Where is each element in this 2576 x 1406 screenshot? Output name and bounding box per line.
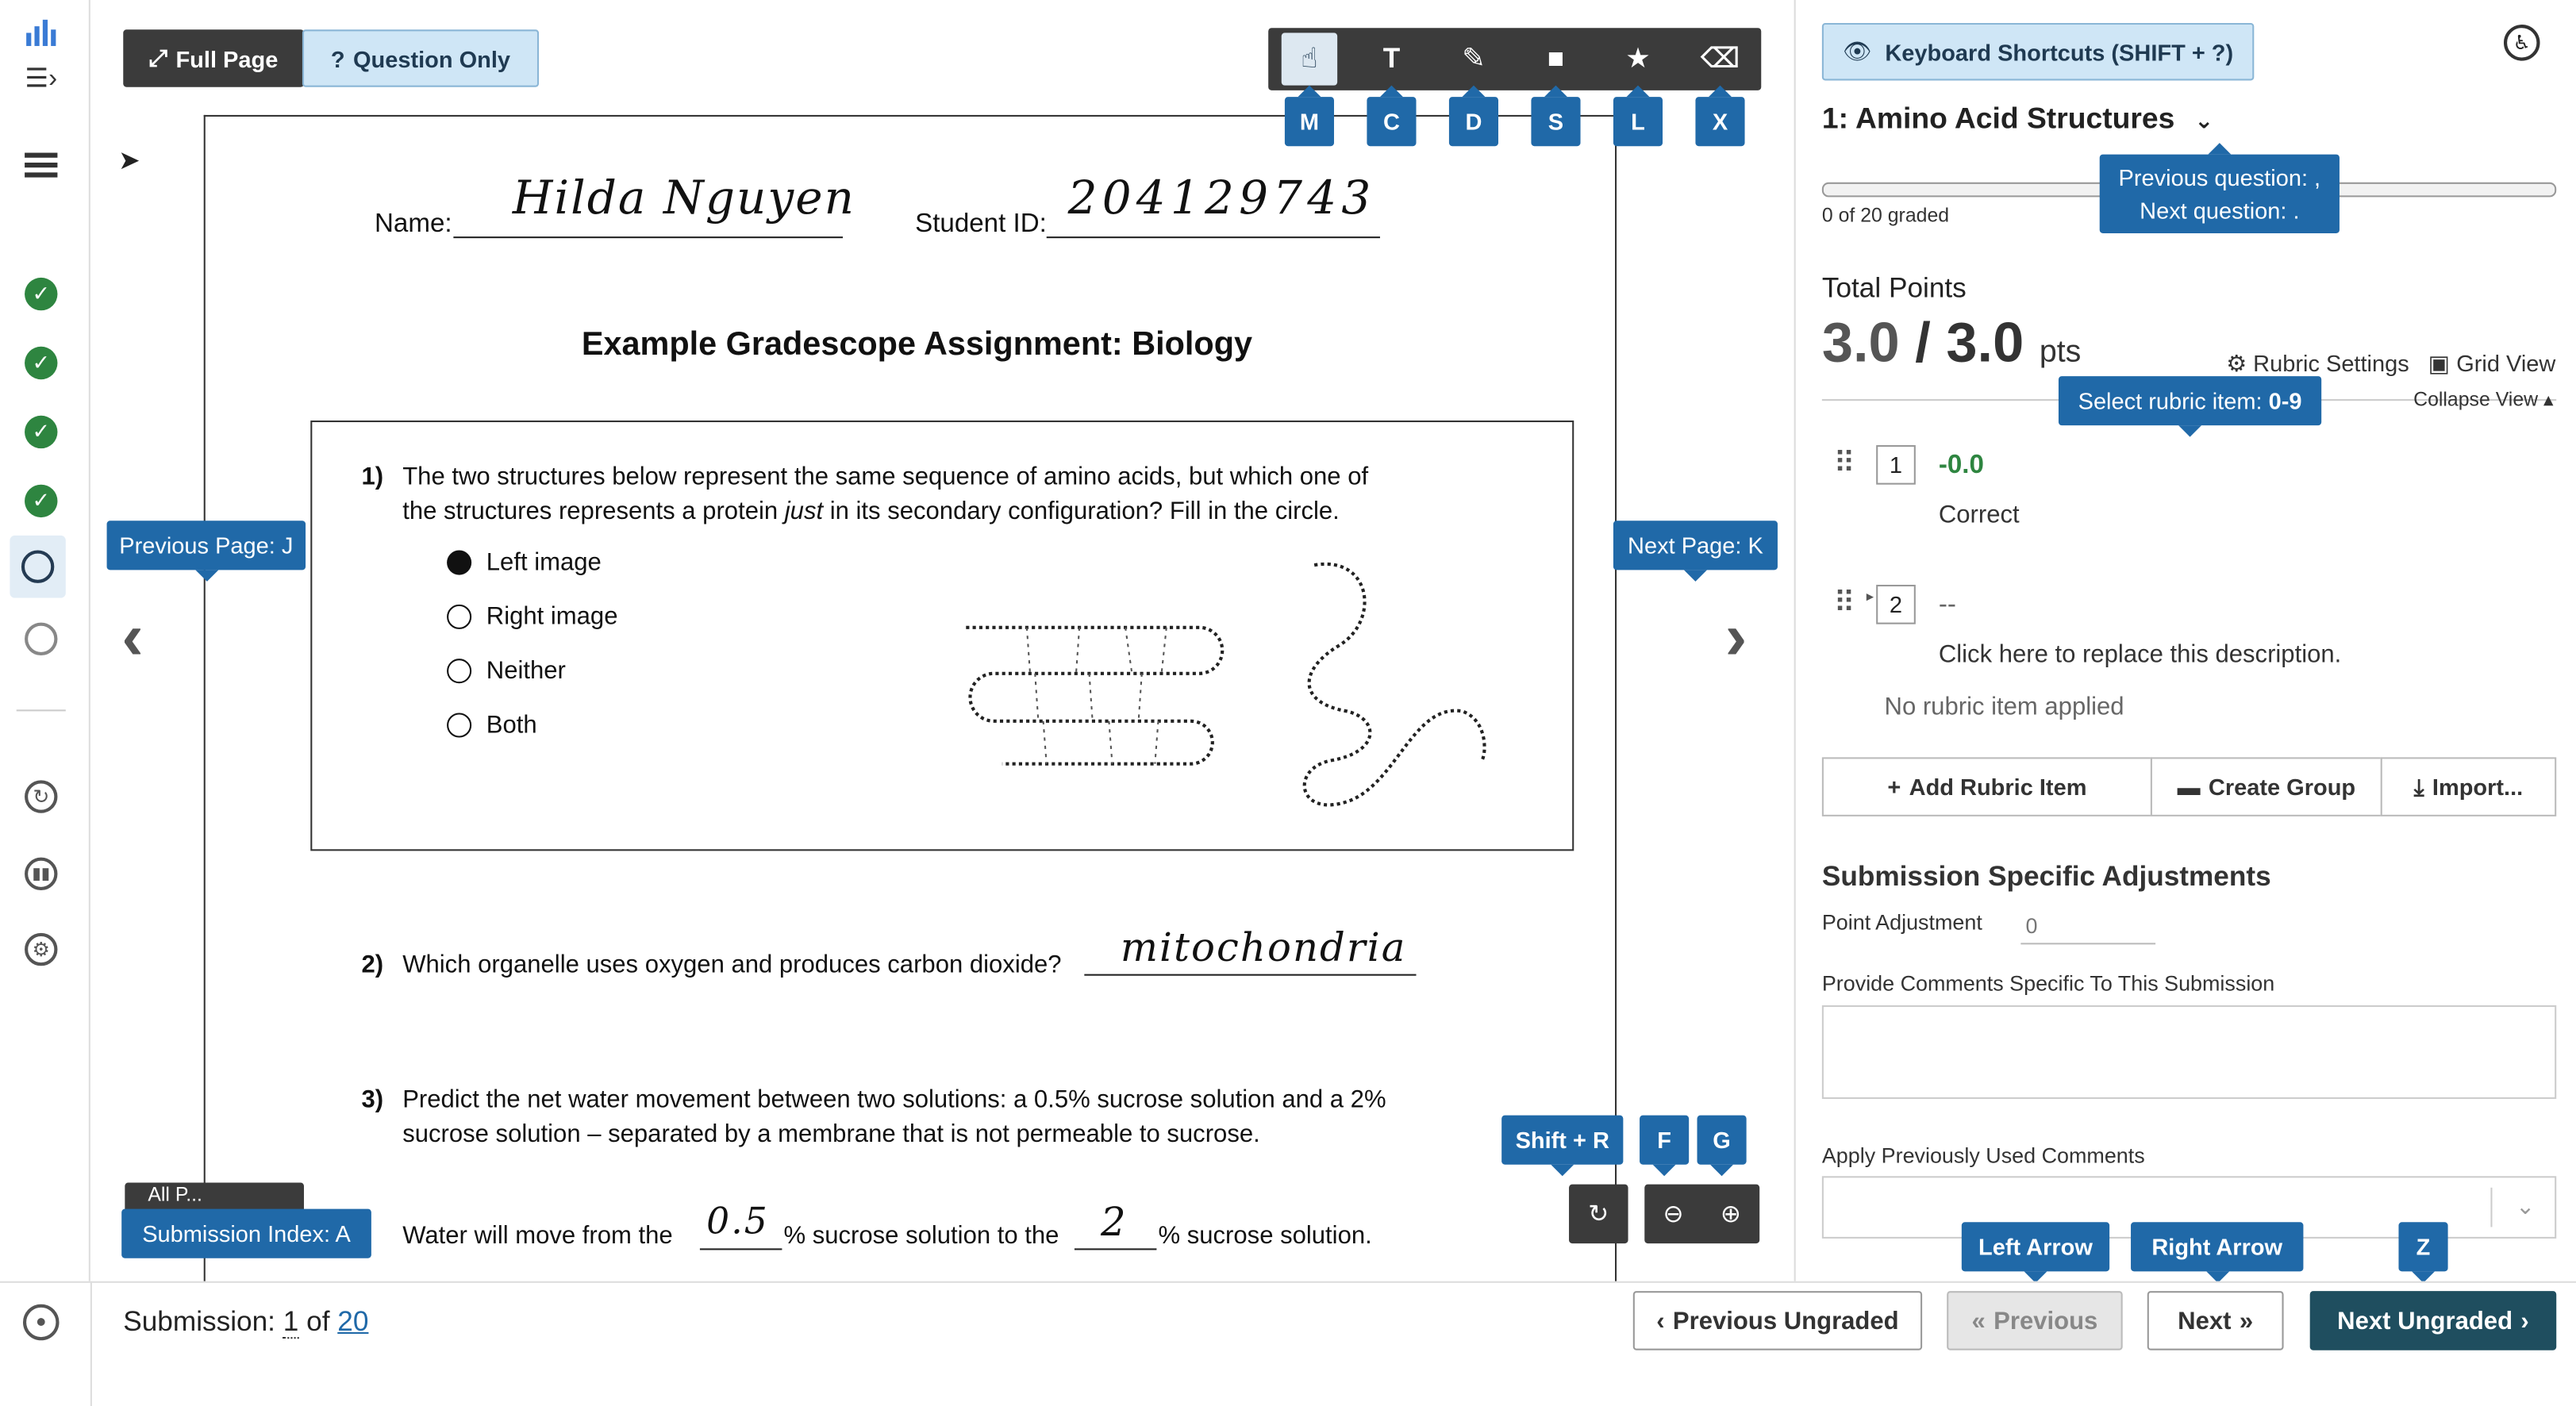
q1-line-1: The two structures below represent the same sequence of amino acids, but which one of <box>402 463 1369 491</box>
next-ungraded-button[interactable] <box>2310 1291 2557 1350</box>
next-question-shortcut: Next question: . <box>2140 197 2300 224</box>
q1-line-2-end: in its secondary configuration? Fill in the circle. <box>823 497 1340 526</box>
hand-pointer-icon[interactable]: ☝ <box>1282 33 1337 85</box>
all-pages-label: All P... <box>148 1182 202 1206</box>
q3-answer-middle: % sucrose solution to the <box>783 1222 1059 1250</box>
q2-number: 2) <box>361 951 384 979</box>
option-label: Left image <box>486 548 602 577</box>
q3-line-2: sucrose solution – separated by a membrane that is not permeable to sucrose. <box>402 1120 1260 1149</box>
rubric-item-key[interactable]: 2 <box>1876 585 1916 624</box>
double-chevron-right-icon: » <box>2239 1306 2254 1335</box>
q3-answer-suffix: % sucrose solution. <box>1158 1222 1372 1250</box>
total-points-label: Total Points <box>1821 272 1967 304</box>
name-label: Name: <box>375 209 452 239</box>
score-value: 3.0 <box>1821 312 1900 375</box>
no-rubric-applied: No rubric item applied <box>1884 693 2124 721</box>
empty-bubble-icon <box>447 605 471 629</box>
student-id-label: Student ID: <box>915 209 1047 239</box>
graded-count: 0 of 20 graded <box>1821 203 1950 227</box>
question-title[interactable] <box>1822 102 2214 136</box>
question-only-button[interactable]: ? Question Only <box>302 29 539 86</box>
q3-line-1: Predict the net water movement between two solutions: a 0.5% sucrose solution and a 2% <box>402 1085 1386 1114</box>
option-right-image <box>447 603 617 631</box>
zoom-out-icon[interactable]: ⊖ <box>1663 1200 1684 1229</box>
current-question-icon[interactable] <box>10 536 65 598</box>
plus-icon: + <box>1887 774 1901 801</box>
mouse-cursor-icon: ➤ <box>118 148 140 176</box>
rubric-item-description[interactable]: Correct <box>1938 501 2020 529</box>
submission-current: 1 <box>283 1306 299 1339</box>
rotate-shortcut-tooltip: Shift + R <box>1501 1116 1623 1165</box>
submission-counter <box>123 1306 368 1339</box>
point-adjustment-label: Point Adjustment <box>1821 909 1982 935</box>
option-both <box>447 711 537 739</box>
folder-icon: ▬ <box>2177 774 2201 801</box>
left-rail <box>0 0 90 1281</box>
question-title-text: 1: Amino Acid Structures <box>1821 102 2175 135</box>
rubric-settings-link[interactable] <box>2226 350 2409 378</box>
student-id-line <box>1047 236 1380 238</box>
previous-page-arrow-icon[interactable]: ‹ <box>121 601 144 674</box>
stats-logo-icon[interactable] <box>17 6 66 56</box>
empty-bubble-icon <box>447 659 471 683</box>
chevron-left-icon: ‹ <box>1656 1306 1665 1335</box>
create-group-button[interactable] <box>2151 757 2382 816</box>
add-rubric-label: Add Rubric Item <box>1909 774 2087 801</box>
name-line <box>453 236 843 238</box>
q2-answer-line <box>1084 974 1416 976</box>
handwritten-q3-value-2: 2 <box>1101 1199 1128 1246</box>
next-button[interactable] <box>2147 1291 2284 1350</box>
collapse-view-label: Collapse View <box>2413 387 2539 411</box>
collapse-view-link[interactable] <box>2413 388 2553 411</box>
grid-view-link[interactable] <box>2428 350 2556 378</box>
apply-comments-label: Apply Previously Used Comments <box>1821 1143 2145 1168</box>
tool-shortcut-key: M <box>1285 97 1334 146</box>
grid-icon: ▣ <box>2428 349 2457 377</box>
tool-shortcut-key: L <box>1613 97 1663 146</box>
option-left-image <box>447 548 602 576</box>
question-ungraded-icon[interactable] <box>17 614 66 663</box>
rubric-settings-label: Rubric Settings <box>2253 349 2409 377</box>
rubric-shortcut-tooltip <box>2059 376 2321 425</box>
zoom-in-shortcut-tooltip: G <box>1697 1116 1747 1165</box>
statistics-icon[interactable]: ▮▮ <box>17 849 66 898</box>
handwritten-q3-value-1: 0.5 <box>706 1202 769 1244</box>
previous-label: Previous <box>1994 1306 2098 1335</box>
submission-of: of <box>298 1305 338 1338</box>
box-icon[interactable]: ■ <box>1547 42 1565 75</box>
previous-button[interactable] <box>1947 1291 2123 1350</box>
prev-question-shortcut: Previous question: , <box>2118 164 2321 191</box>
option-label: Neither <box>486 657 566 686</box>
chevron-right-icon: › <box>2520 1306 2529 1335</box>
gear-icon: ⚙ <box>2226 349 2254 377</box>
option-neither <box>447 657 566 685</box>
alpha-helix-diagram <box>1282 555 1495 818</box>
handwritten-q2-answer: mitochondria <box>1120 924 1407 971</box>
drag-handle-icon[interactable]: ⠿ <box>1833 586 1855 620</box>
accessibility-icon[interactable]: ♿ <box>2504 25 2540 61</box>
shortcuts-label: Keyboard Shortcuts (SHIFT + ?) <box>1885 38 2234 65</box>
pts-unit: pts <box>2039 335 2082 370</box>
submission-label: Submission: <box>123 1305 283 1338</box>
pen-icon[interactable]: ✎ <box>1462 42 1486 75</box>
next-page-arrow-icon[interactable]: › <box>1724 601 1747 674</box>
full-page-button[interactable]: ⤢ Full Page <box>123 29 304 86</box>
tool-shortcut-key: D <box>1449 97 1498 146</box>
eraser-icon[interactable]: ⌫ <box>1700 42 1740 75</box>
previous-page-tooltip: Previous Page: J <box>107 521 306 570</box>
comments-label: Provide Comments Specific To This Submission <box>1821 970 2275 996</box>
caret-up-icon: ▴ <box>2538 387 2554 411</box>
rubric-item-key[interactable]: 1 <box>1876 445 1916 485</box>
previous-ungraded-button[interactable] <box>1633 1291 1922 1350</box>
point-adjustment-input[interactable]: 0 <box>2020 909 2155 945</box>
double-chevron-left-icon: « <box>1971 1306 1986 1335</box>
tool-shortcut-key: C <box>1367 97 1416 146</box>
rotate-icon[interactable]: ↻ <box>1569 1185 1628 1244</box>
grid-view-label: Grid View <box>2456 349 2556 377</box>
option-label: Both <box>486 711 537 739</box>
q2-text: Which organelle uses oxygen and produces carbon dioxide? <box>402 951 1062 979</box>
question-graded-icon[interactable]: ✓ <box>17 407 66 456</box>
zoom-out-shortcut-tooltip: F <box>1640 1116 1689 1165</box>
q3-answer-prefix: Water will move from the <box>402 1222 673 1250</box>
user-avatar-icon[interactable]: ● <box>23 1304 60 1341</box>
chevron-down-icon: ⌄ <box>2516 1192 2536 1220</box>
tool-shortcut-key: S <box>1531 97 1580 146</box>
tool-shortcut-key: X <box>1695 97 1744 146</box>
menu-expand-icon[interactable]: ☰› <box>25 65 58 94</box>
zoom-controls <box>1644 1185 1759 1244</box>
handwritten-name: Hilda Nguyen <box>512 171 856 225</box>
chevron-down-icon: ⌄ <box>2194 106 2214 133</box>
next-page-tooltip: Next Page: K <box>1613 521 1778 570</box>
annotation-toolbar <box>1268 28 1761 90</box>
question-graded-icon[interactable]: ✓ <box>17 270 66 319</box>
q1-line-2-start: the structures represents a protein <box>402 497 785 526</box>
rubric-item-points[interactable]: -0.0 <box>1938 451 1984 480</box>
beta-sheet-diagram <box>961 616 1232 780</box>
q3-blank-2 <box>1075 1248 1157 1250</box>
rubric-shortcut-text: Select rubric item: <box>2078 387 2263 414</box>
score-display <box>1822 312 2081 376</box>
drag-handle-icon[interactable]: ⠿ <box>1833 447 1855 480</box>
keyboard-shortcuts-button[interactable] <box>1822 23 2254 80</box>
previous-ungraded-label: Previous Ungraded <box>1672 1306 1899 1335</box>
outline-list-icon[interactable] <box>17 141 66 190</box>
handwritten-student-id: 204129743 <box>1067 171 1376 225</box>
rubric-item-description[interactable]: Click here to replace this description. <box>1938 640 2342 669</box>
question-circle-icon: ? <box>330 44 345 72</box>
filled-bubble-icon <box>447 551 471 575</box>
q3-number: 3) <box>361 1085 384 1114</box>
page-title: Example Gradescope Assignment: Biology <box>581 326 1253 363</box>
divider <box>90 1281 92 1406</box>
import-label: Import... <box>2432 774 2524 801</box>
q1-emphasis: just <box>784 497 824 526</box>
download-icon: ⤓ <box>2413 773 2424 800</box>
q1-number: 1) <box>361 463 384 491</box>
eye-slash-icon: 👁 <box>1842 37 1872 64</box>
divider <box>17 709 66 711</box>
max-score: 3.0 <box>1946 312 2024 375</box>
next-ungraded-label: Next Ungraded <box>2337 1306 2513 1335</box>
submission-index-tooltip: Submission Index: A <box>121 1209 371 1258</box>
option-label: Right image <box>486 602 618 631</box>
import-button[interactable] <box>2381 757 2557 816</box>
next-label: Next <box>2178 1306 2232 1335</box>
settings-gear-icon[interactable]: ⚙ <box>17 925 66 974</box>
text-tool-icon[interactable]: T <box>1382 42 1401 75</box>
question-nav-tooltip <box>2100 155 2340 233</box>
regrade-icon[interactable]: ↻ <box>17 772 66 821</box>
question-graded-icon[interactable]: ✓ <box>17 476 66 525</box>
z-key-tooltip: Z <box>2398 1222 2447 1271</box>
right-arrow-tooltip: Right Arrow <box>2131 1222 2303 1271</box>
caret-right-icon[interactable]: ▸ <box>1866 588 1874 605</box>
add-rubric-item-button[interactable] <box>1822 757 2152 816</box>
select-divider <box>2490 1188 2492 1227</box>
question-graded-icon[interactable]: ✓ <box>17 338 66 387</box>
zoom-in-icon[interactable]: ⊕ <box>1720 1200 1741 1229</box>
expand-icon: ⤢ <box>148 44 168 71</box>
empty-bubble-icon <box>447 713 471 737</box>
score-slash: / <box>1915 312 1931 375</box>
create-group-label: Create Group <box>2208 774 2356 801</box>
left-arrow-tooltip: Left Arrow <box>1962 1222 2109 1271</box>
rubric-item-points[interactable]: -- <box>1938 591 1956 620</box>
comments-textarea[interactable] <box>1822 1005 2556 1099</box>
star-icon[interactable]: ★ <box>1625 42 1651 75</box>
adjustments-heading: Submission Specific Adjustments <box>1821 860 2271 893</box>
rubric-shortcut-range: 0-9 <box>2268 387 2302 414</box>
q3-blank-1 <box>700 1248 782 1250</box>
submission-total-link[interactable]: 20 <box>337 1305 369 1338</box>
q1-line-2 <box>402 494 1340 531</box>
